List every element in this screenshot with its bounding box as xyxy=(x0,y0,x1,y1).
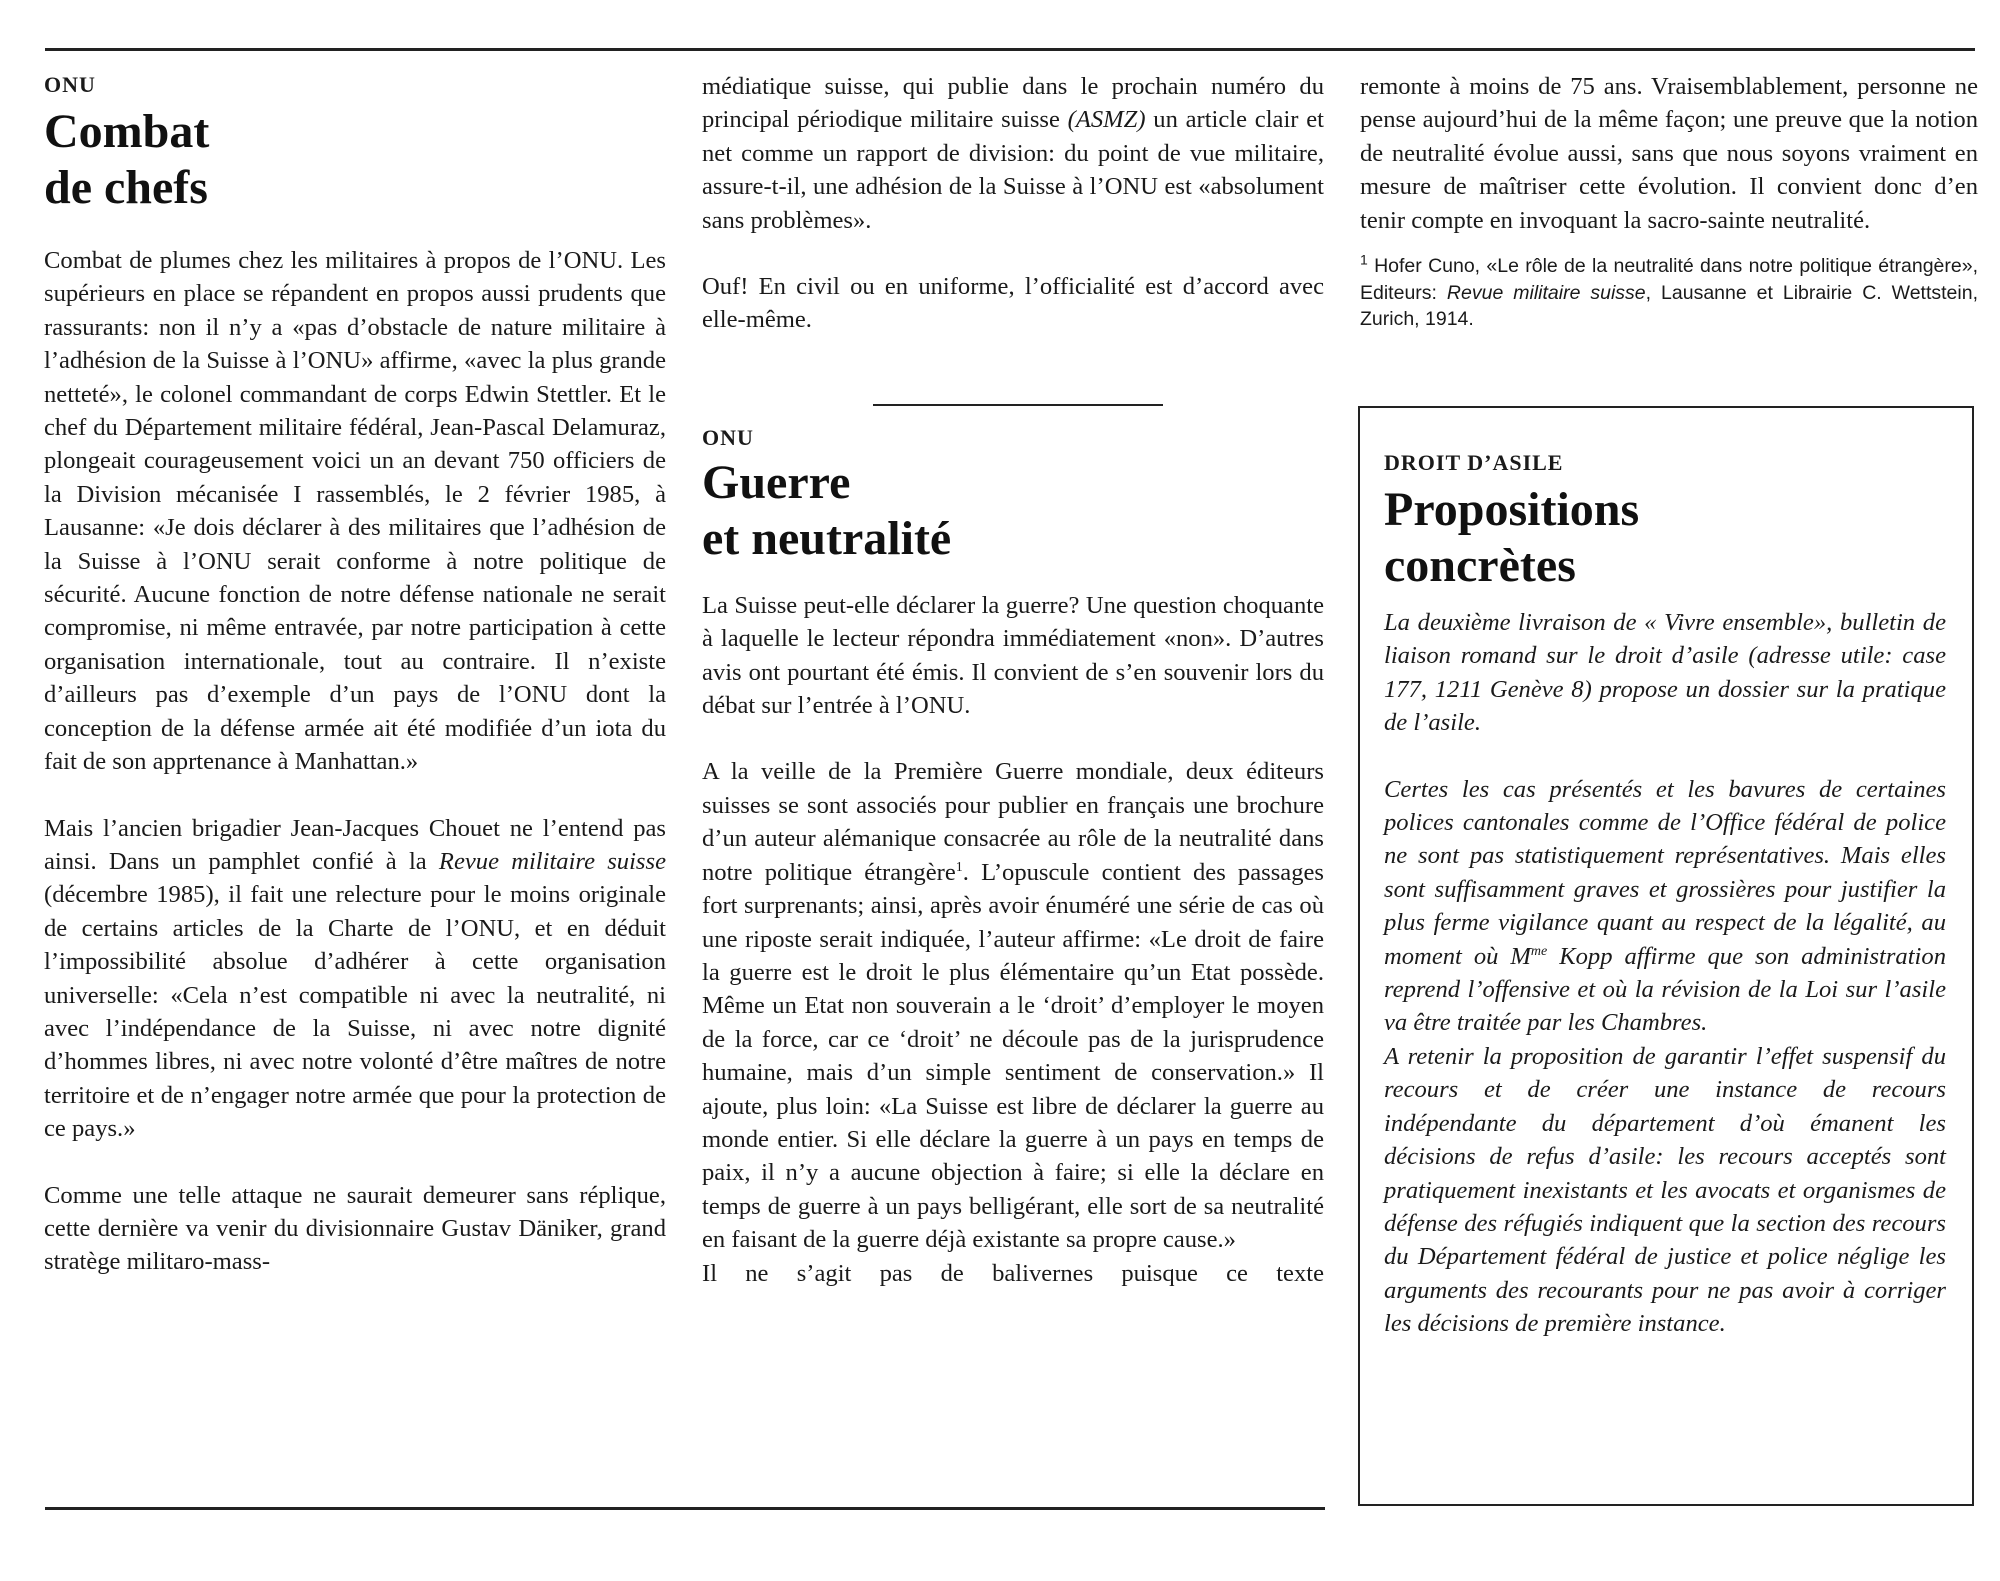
column-3 xyxy=(1360,70,1978,333)
article-paragraph: Mais l’ancien brigadier Jean-Jacques Chouet ne l’entend pas ainsi. Dans un pamphlet confié à la Revue militaire suisse (décembre 1985), il fait une relecture pour le moins originale de certains articles de la Charte de l’ONU, et en déduit l’impossibilité absolue d’adhérer à cette organisation universelle: «Cela n’est compatible ni avec la neutralité, ni avec l’indépendance de la Suisse, ni avec notre dignité d’hommes libres, ni avec notre volonté d’être maîtres de notre territoire et de n’engager notre armée que pour la protection de ce pays.» xyxy=(44,814,666,1143)
article-headline xyxy=(44,104,666,216)
article-kicker: ONU xyxy=(702,424,754,450)
publication-title: Revue militaire suisse xyxy=(438,847,666,875)
top-rule xyxy=(45,48,1975,51)
article-headline xyxy=(1384,482,1946,594)
headline-line: Guerre xyxy=(702,455,851,509)
column-2 xyxy=(702,70,1324,1290)
article-paragraph: remonte à moins de 75 ans. Vraisemblablement, personne ne pense aujourd’hui de la même façon; une preuve que la notion de neutralité évolue aussi, sans que nous soyons vraiment en mesure de maîtriser cette évolution. Il convient donc d’en tenir compte en invoquant la sacro-sainte neutralité. xyxy=(1360,73,1978,234)
headline-line: concrètes xyxy=(1384,539,1576,592)
article-headline xyxy=(702,455,1324,567)
superscript: me xyxy=(1530,943,1548,959)
bottom-rule xyxy=(45,1507,1325,1510)
article-paragraph: Ouf! En civil ou en uniforme, l’officialité est d’accord avec elle-même. xyxy=(702,273,1324,334)
article-paragraph: A la veille de la Première Guerre mondiale, deux éditeurs suisses se sont associés pour publier en français une brochure d’un auteur alémanique consacrée au rôle de la neutralité dans notre politique étrangère$^1$. L’opuscule contient des passages fort surprenants; ainsi, après avoir énuméré une série de cas où une riposte serait indiquée, l’auteur affirme: «Le droit de faire la guerre est le droit le plus élémentaire qu’un Etat possède. Même un Etat non souverain a le ‘droit’ d’employer le moyen de la force, car ce ‘droit’ ne découle pas de la jurisprudence humaine, mais d’un simple sentiment de conservation.» Il ajoute, plus loin: «La Suisse est libre de déclarer la guerre au monde entier. Si elle déclare la guerre à un pays en temps de paix, il n’y a aucune objection à faire; si elle la déclare en temps de guerre à un pays belligérant, elle sort de sa neutralité en faisant de la guerre déjà existante sa propre cause.» xyxy=(702,758,1324,1254)
footnote: $^1$ Hofer Cuno, «Le rôle de la neutralité dans notre politique étrangère», Editeurs: Revue militaire suisse, Lausanne et Librairie C. Wettstein, Zurich, 1914. xyxy=(1360,251,1978,331)
article-paragraph: A retenir la proposition de garantir l’effet suspensif du recours et de créer une instance de recours indépendante du département d’où émanent les décisions de refus d’asile: les recours acceptés sont pratiquement inexistants et les avocats et organismes de défense des réfugiés indiquent que la section des recours du Département fédéral de justice et police néglige les arguments des recourants pour ne pas avoir à corriger les décisions de première instance. xyxy=(1384,1042,1946,1338)
publication-abbrev: (ASMZ) xyxy=(1067,106,1146,134)
article-paragraph: Comme une telle attaque ne saurait demeurer sans réplique, cette dernière va venir du divisionnaire Gustav Däniker, grand stratège militaro-mass- xyxy=(44,1181,666,1276)
article-paragraph: Combat de plumes chez les militaires à propos de l’ONU. Les supérieurs en place se répandent en propos aussi prudents que rassurants: non il n’y a «pas d’obstacle de nature militaire à l’adhésion de la Suisse à l’ONU» affirme, «avec la plus grande netteté», le colonel commandant de corps Edwin Stettler. Et le chef du Département militaire fédéral, Jean-Pascal Delamuraz, plongeait courageusement voici un an devant 750 officiers de la Division mécanisée I rassemblés, le 2 février 1985, à Lausanne: «Je dois déclarer à des militaires que l’adhésion de la Suisse à l’ONU serait conforme à notre politique de sécurité. Aucune fonction de notre défense nationale ne serait compromise, ni même entravée, par notre participation à cette organisation internationale, tout au contraire. Il n’existe d’ailleurs pas d’exemple d’un pays de l’ONU dont la conception de la défense armée ait été modifiée d’un iota du fait de son apprtenance à Manhattan.» xyxy=(44,247,666,776)
article-paragraph: Certes les cas présentés et les bavures de certaines polices cantonales comme de l’Office fédéral de police ne sont pas statistiquement représentatives. Mais elles sont suffisamment graves et grossières pour justifier la plus ferme vigilance quant au respect de la légalité, au moment où $M^{me}$ Kopp affirme que son administration reprend l’offensive et où la révision de la Loi sur l’asile va être traitée par les Chambres. xyxy=(1384,775,1946,1037)
article-paragraph: médiatique suisse, qui publie dans le prochain numéro du principal périodique militaire suisse (ASMZ) un article clair et net comme un rapport de division: du point de vue militaire, assure-t-il, une adhésion de la Suisse à l’ONU est «absolument sans problèmes». xyxy=(702,73,1324,234)
article-paragraph: La Suisse peut-elle déclarer la guerre? Une question choquante à laquelle le lecteur répondra immédiatement «non». D’autres avis ont pourtant été émis. Il convient de s’en souvenir lors du débat sur l’entrée à l’ONU. xyxy=(702,591,1324,720)
headline-line: Combat xyxy=(44,105,210,158)
article-paragraph: La deuxième livraison de « Vivre ensemble», bulletin de liaison romand sur le droit d’asile (adresse utile: case 177, 1211 Genève 8) propose un dossier sur la pratique de l’asile. xyxy=(1384,609,1946,737)
footnote-ref: 1 xyxy=(955,859,963,875)
publication-title: Revue militaire suisse xyxy=(1446,281,1646,304)
column-1 xyxy=(44,70,666,1279)
article-kicker: DROIT D’ASILE xyxy=(1384,450,1564,475)
headline-line: Propositions xyxy=(1384,483,1640,536)
article-paragraph: Il ne s’agit pas de balivernes puisque ce texte xyxy=(702,1259,1324,1287)
article-kicker: ONU xyxy=(44,72,96,97)
boxed-article xyxy=(1358,406,1974,1506)
headline-line: de chefs xyxy=(44,161,208,214)
headline-line: et neutralité xyxy=(702,511,952,565)
